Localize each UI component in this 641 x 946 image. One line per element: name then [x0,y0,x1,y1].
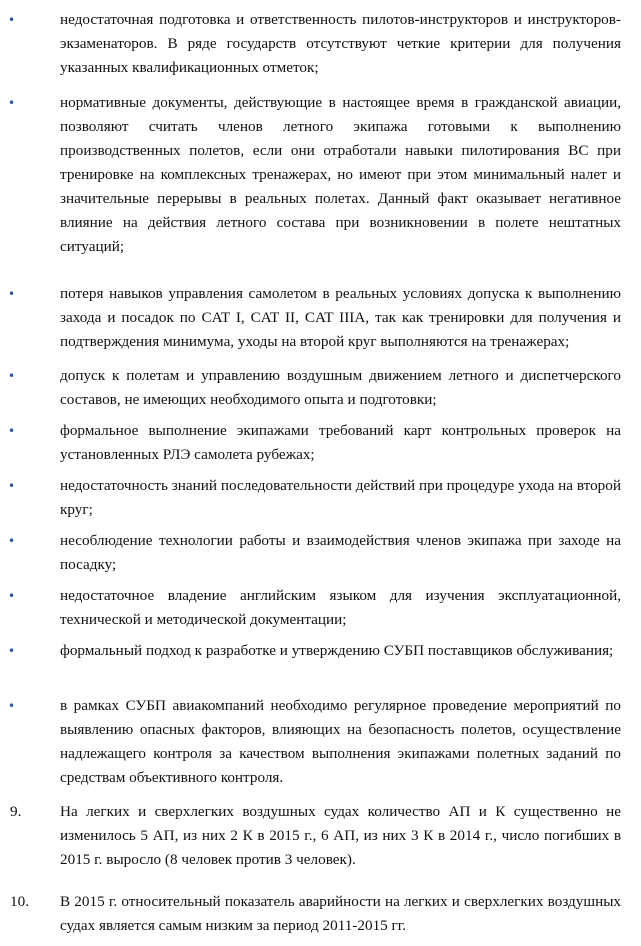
bullet-icon: • [8,534,16,548]
list-item-text: потеря навыков управления самолетом в реальных условиях допуска к выполнению захода и посадок по CAT I, CAT II, CAT IIIA, так как тренировки для получения и подтверждения минимума, уходы на второй круг выполняются на тренажерах; [60,285,621,350]
bullet-icon: • [8,699,16,713]
bullet-icon: • [8,424,16,438]
list-item-text: формальный подход к разработке и утверждению СУБП поставщиков обслуживания; [60,642,614,659]
list-item-text: На легких и сверхлегких воздушных судах количество АП и К существенно не изменилось 5 АП, из них 2 К в 2015 г., 6 АП, из них 3 К в 2014 г., число погибших в 2015 г. выросло (8 человек против 3 человек). [60,803,621,868]
list-item-text: недостаточность знаний последовательности действий при процедуре ухода на второй круг; [60,477,621,518]
bullet-icon: • [8,589,16,603]
bullet-icon: • [8,479,16,493]
bullet-icon: • [8,369,16,383]
list-item-text: несоблюдение технологии работы и взаимодействия членов экипажа при заходе на посадку; [60,532,621,573]
bullet-icon: • [8,287,16,301]
list-item-text: допуск к полетам и управлению воздушным движением летного и диспетчерского составов, не имеющих необходимого опыта и подготовки; [60,367,621,408]
list-item-text: недостаточное владение английским языком для изучения эксплуатационной, технической и методической документации; [60,587,621,628]
list-item-text: нормативные документы, действующие в настоящее время в гражданской авиации, позволяют считать членов летного экипажа готовыми к выполнению производственных полетов, если они отработали навыки пилотирования ВС при тренировке на комплексных тренажерах, но имеют при этом минимальный налет и значительные перерывы в реальных полетах. Данный факт оказывает негативное влияние на действия летного состава при возникновении в полете нештатных ситуаций; [60,94,621,255]
list-item-text: формальное выполнение экипажами требований карт контрольных проверок на установленных РЛЭ самолета рубежах; [60,422,621,463]
item-number: 10. [10,893,29,910]
bullet-icon: • [8,96,16,110]
list-item-text: недостаточная подготовка и ответственность пилотов-инструкторов и инструкторов-экзаменаторов. В ряде государств отсутствуют четкие критерии для получения указанных квалификационных отметок; [60,11,621,76]
bullet-icon: • [8,644,16,658]
list-item-text: в рамках СУБП авиакомпаний необходимо регулярное проведение мероприятий по выявлению опасных факторов, влияющих на безопасность полетов, осуществление надлежащего контроля за качеством выполнения экипажами полетных заданий по средствам объективного контроля. [60,697,621,786]
item-number: 9. [10,803,22,820]
list-item-text: В 2015 г. относительный показатель аварийности на легких и сверхлегких воздушных судах является самым низким за период 2011-2015 гг. [60,893,621,934]
bullet-icon: • [8,13,16,27]
